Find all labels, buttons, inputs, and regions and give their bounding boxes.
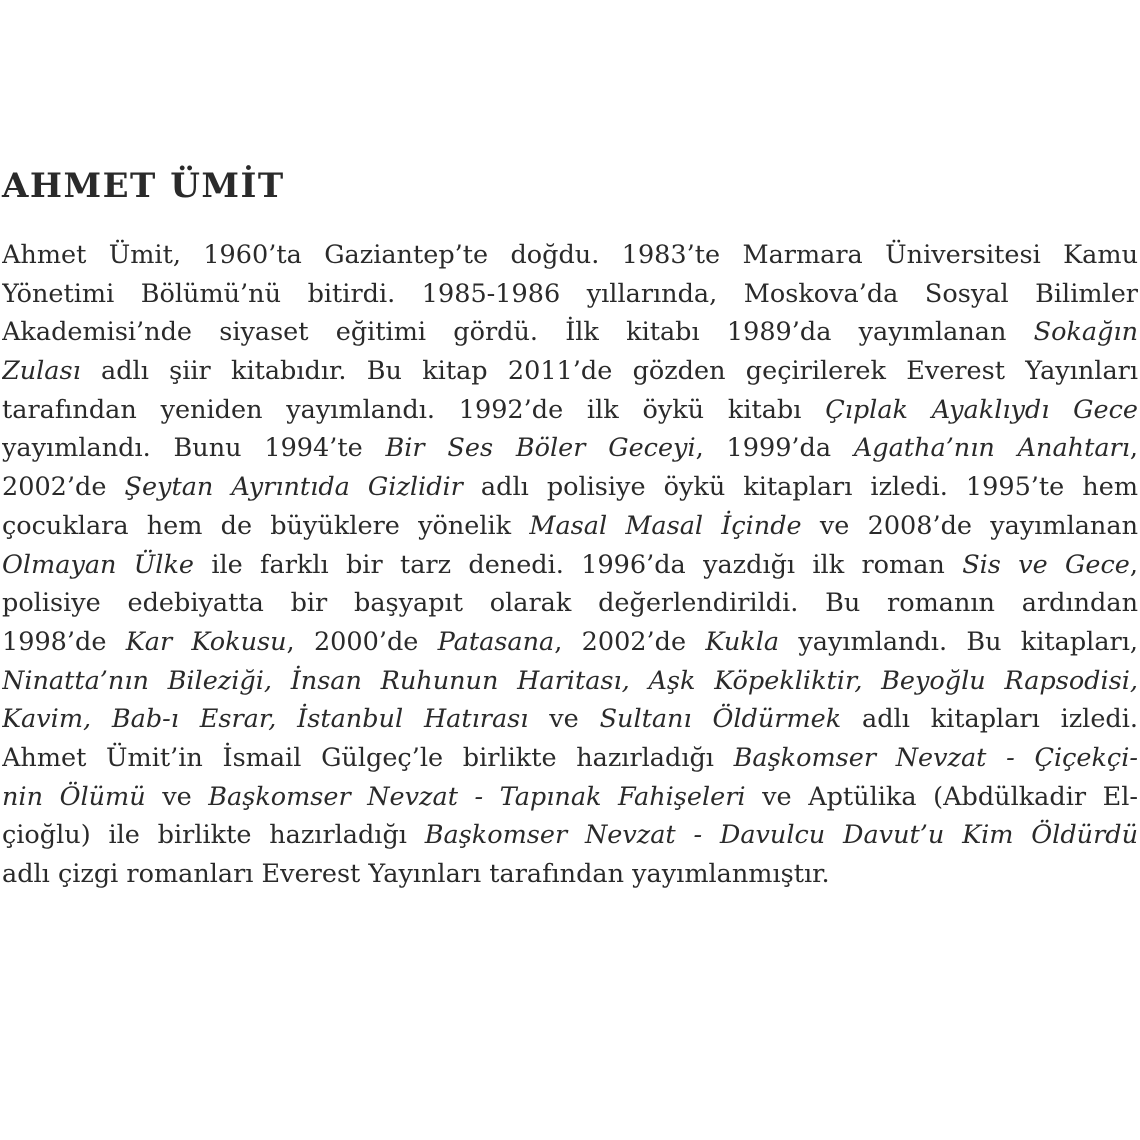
book-title-text: Sultanı Öldürmek	[599, 704, 842, 735]
body-text: çioğlu) ile birlikte hazırladığı	[2, 820, 425, 851]
book-title-text: Ninatta’nın Bileziği, İnsan Ruhunun Haritası, Aşk Köpekliktir, Beyoğlu Rapsodisi,	[2, 665, 1138, 696]
book-title-text: Kavim, Bab-ı Esrar, İstanbul Hatırası	[2, 704, 529, 735]
biography-line	[2, 313, 1138, 352]
book-title-text: nin Ölümü	[2, 781, 146, 812]
book-title-text: Olmayan Ülke	[2, 549, 194, 580]
book-title-text: Kar Kokusu	[125, 626, 287, 657]
book-title-text: Sis ve Gece	[962, 549, 1130, 580]
body-text: Ahmet Ümit, 1960’ta Gaziantep’te doğdu. 1983’te Marmara Üniversitesi Kamu	[2, 240, 1138, 270]
body-text: ile farklı bir tarz denedi. 1996’da yazdığı ilk roman	[194, 549, 963, 580]
book-title-text: Başkomser Nevzat - Tapınak Fahişeleri	[208, 781, 746, 812]
book-title-text: Sokağın	[1033, 317, 1138, 348]
biography-line	[2, 391, 1138, 430]
biography-line	[2, 816, 1138, 855]
body-text: 1998’de	[2, 626, 126, 657]
book-title-text: Şeytan Ayrıntıda Gizlidir	[124, 472, 463, 503]
body-text: tarafından yeniden yayımlandı. 1992’de ilk öykü kitabı	[2, 394, 826, 425]
body-text: Ahmet Ümit’in İsmail Gülgeç’le birlikte hazırladığı	[2, 742, 734, 773]
biography-line	[2, 507, 1138, 546]
biography-line	[2, 739, 1138, 778]
body-text: ve	[145, 781, 209, 812]
body-text: ve 2008’de yayımlanan	[801, 510, 1138, 541]
body-text: polisiye edebiyatta bir başyapıt olarak değerlendirildi. Bu romanın ardından	[2, 588, 1138, 619]
book-title-text: Bir Ses Böler Geceyi	[385, 433, 696, 464]
body-text: adlı polisiye öykü kitapları izledi. 1995’te hem	[462, 472, 1138, 503]
biography-line	[2, 275, 1138, 314]
book-title-text: Başkomser Nevzat - Davulcu Davut’u Kim Öldürdü	[424, 820, 1138, 851]
body-text: , 2000’de	[286, 626, 438, 657]
body-text: Akademisi’nde siyaset eğitimi gördü. İlk kitabı 1989’da yayımlanan	[2, 317, 1034, 348]
author-name-heading: AHMET ÜMİT	[2, 166, 285, 206]
biography-line	[2, 236, 1138, 275]
biography-line	[2, 468, 1138, 507]
body-text: ve Aptülika (Abdülkadir El-	[745, 781, 1138, 812]
body-text: , 2002’de	[554, 626, 706, 657]
biography-text	[2, 236, 1138, 894]
biography-line	[2, 855, 1138, 894]
biography-line	[2, 546, 1138, 585]
book-title-text: Başkomser Nevzat - Çiçekçi-	[733, 742, 1138, 773]
body-text: yayımlandı. Bunu 1994’te	[2, 433, 386, 464]
body-text: adlı çizgi romanları Everest Yayınları tarafından yayımlanmıştır.	[2, 859, 830, 889]
body-text: adlı kitapları izledi.	[841, 704, 1138, 735]
biography-line	[2, 778, 1138, 817]
biography-line	[2, 584, 1138, 623]
book-title-text: Agatha’nın Anahtarı	[853, 433, 1130, 464]
biography-line	[2, 352, 1138, 391]
body-text: adlı şiir kitabıdır. Bu kitap 2011’de gözden geçirilerek Everest Yayınları	[80, 356, 1138, 387]
book-title-text: Patasana	[437, 626, 555, 657]
body-text: ,	[1129, 549, 1138, 580]
body-text: 2002’de	[2, 472, 125, 503]
body-text: , 1999’da	[695, 433, 854, 464]
body-text: yayımlandı. Bu kitapları,	[779, 626, 1138, 657]
book-title-text: Çıplak Ayaklıydı Gece	[825, 394, 1138, 425]
book-title-text: Zulası	[2, 356, 81, 387]
biography-line	[2, 662, 1138, 701]
body-text: Yönetimi Bölümü’nü bitirdi. 1985-1986 yıllarında, Moskova’da Sosyal Bilimler	[2, 278, 1138, 309]
biography-line	[2, 700, 1138, 739]
body-text: ve	[528, 704, 600, 735]
book-title-text: Kukla	[705, 626, 780, 657]
body-text: ,	[1129, 433, 1138, 464]
biography-line	[2, 429, 1138, 468]
body-text: çocuklara hem de büyüklere yönelik	[2, 510, 530, 541]
book-title-text: Masal Masal İçinde	[529, 510, 802, 541]
biography-line	[2, 623, 1138, 662]
